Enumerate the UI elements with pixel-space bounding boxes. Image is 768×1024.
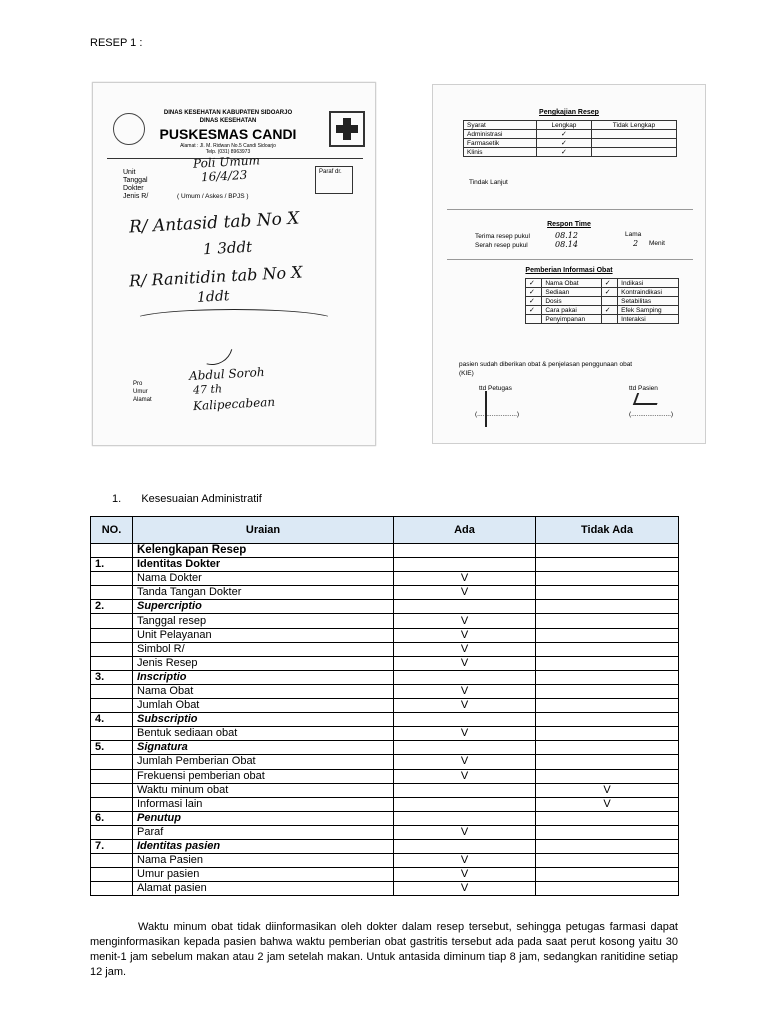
row-uraian: Informasi lain: [133, 797, 394, 811]
row-number: 3.: [91, 670, 133, 684]
row-uraian: Identitas pasien: [133, 839, 394, 853]
row-uraian: Nama Obat: [133, 684, 394, 698]
pengkajian-table: [463, 120, 677, 157]
row-ada-mark: V: [394, 755, 536, 769]
checkmark-icon: ✓: [526, 297, 542, 306]
row-number: [91, 628, 133, 642]
row-uraian: Bentuk sediaan obat: [133, 727, 394, 741]
informasi-row: [526, 288, 679, 297]
lama-value: 2: [633, 239, 639, 248]
row-ada-mark: [394, 811, 536, 825]
lama-label: Lama: [625, 231, 642, 238]
tindak-lanjut-label: Tindak Lanjut: [469, 179, 508, 186]
checkmark-icon: ✓: [526, 306, 542, 315]
row-number: [91, 642, 133, 656]
pasien-signature: [633, 393, 661, 405]
row-number: [91, 544, 133, 558]
row-uraian: Nama Dokter: [133, 572, 394, 586]
table-row: [91, 713, 679, 727]
rx-hw-patient-address: Kalipecabean: [192, 394, 276, 414]
row-tidak-ada-mark: [536, 769, 679, 783]
table-row: [91, 614, 679, 628]
header-uraian: Uraian: [133, 517, 394, 544]
row-ada-mark: V: [394, 699, 536, 713]
table-row: [91, 572, 679, 586]
table-row: [91, 854, 679, 868]
row-tidak-ada-mark: [536, 882, 679, 896]
page-heading: RESEP 1 :: [90, 37, 143, 49]
row-tidak-ada-mark: [536, 713, 679, 727]
row-tidak-ada-mark: V: [536, 783, 679, 797]
rx-hw-tanggal: 16/4/23: [200, 167, 248, 185]
table-row: [91, 544, 679, 558]
rx-label-unit: Unit: [123, 169, 136, 176]
informasi-label: Cara pakai: [542, 306, 601, 315]
pengkajian-row: [464, 148, 677, 157]
row-number: [91, 614, 133, 628]
rx-paraf-label: Paraf dr.: [319, 169, 342, 175]
informasi-label: Dosis: [542, 297, 601, 306]
row-number: [91, 699, 133, 713]
row-uraian: Subscriptio: [133, 713, 394, 727]
table-row: [91, 755, 679, 769]
checkmark-icon: [601, 315, 617, 324]
row-tidak-ada-mark: [536, 854, 679, 868]
row-ada-mark: [394, 670, 536, 684]
row-uraian: Nama Pasien: [133, 854, 394, 868]
rx-paraf-box: [315, 166, 353, 194]
prescription-scan-image: [92, 82, 376, 446]
table-row: [91, 797, 679, 811]
row-number: [91, 854, 133, 868]
row-uraian: Supercriptio: [133, 600, 394, 614]
pengkajian-syarat: Administrasi: [464, 130, 537, 139]
pengkajian-tidak: [591, 130, 676, 139]
review-form-scan-image: [432, 84, 706, 444]
ttd-pasien-label: ttd Pasien: [629, 385, 658, 392]
pengkajian-row: [464, 139, 677, 148]
row-ada-mark: V: [394, 825, 536, 839]
table-row: [91, 600, 679, 614]
header-tidak-ada: Tidak Ada: [536, 517, 679, 544]
health-cross-icon: [329, 111, 365, 147]
row-ada-mark: V: [394, 614, 536, 628]
row-ada-mark: V: [394, 586, 536, 600]
rx-hw-line3: R/ Ranitidin tab No X: [128, 262, 303, 291]
row-number: 7.: [91, 839, 133, 853]
row-number: [91, 755, 133, 769]
row-ada-mark: [394, 558, 536, 572]
row-tidak-ada-mark: [536, 628, 679, 642]
row-number: 6.: [91, 811, 133, 825]
section-heading: [112, 493, 262, 505]
review-divider: [447, 209, 693, 210]
informasi-label: Efek Samping: [618, 306, 679, 315]
table-row: [91, 642, 679, 656]
rx-hw-line2: 1 3ddt: [202, 237, 253, 259]
row-tidak-ada-mark: [536, 825, 679, 839]
row-uraian: Unit Pelayanan: [133, 628, 394, 642]
row-uraian: Jumlah Obat: [133, 699, 394, 713]
checkmark-icon: ✓: [526, 279, 542, 288]
informasi-row: [526, 297, 679, 306]
table-row: [91, 868, 679, 882]
row-number: [91, 586, 133, 600]
table-row: [91, 670, 679, 684]
row-ada-mark: V: [394, 769, 536, 783]
header-no: NO.: [91, 517, 133, 544]
explanation-paragraph: [90, 920, 678, 980]
row-tidak-ada-mark: [536, 684, 679, 698]
ttd-petugas-dots: (......................): [475, 411, 520, 418]
row-number: 1.: [91, 558, 133, 572]
table-row: [91, 727, 679, 741]
row-ada-mark: V: [394, 628, 536, 642]
table-row: [91, 839, 679, 853]
row-number: [91, 769, 133, 783]
row-number: [91, 684, 133, 698]
row-uraian: Kelengkapan Resep: [133, 544, 394, 558]
header-ada: Ada: [394, 517, 536, 544]
row-uraian: Frekuensi pemberian obat: [133, 769, 394, 783]
informasi-row: [526, 279, 679, 288]
rx-footer-umur: Umur: [133, 389, 148, 395]
row-tidak-ada-mark: [536, 670, 679, 684]
row-ada-mark: V: [394, 727, 536, 741]
rx-label-dokter: Dokter: [123, 185, 144, 192]
row-ada-mark: [394, 713, 536, 727]
pengkajian-header-row: [464, 121, 677, 130]
informasi-label: Setabilitas: [618, 297, 679, 306]
checkmark-icon: ✓: [601, 306, 617, 315]
row-ada-mark: [394, 839, 536, 853]
ttd-petugas-label: ttd Petugas: [479, 385, 512, 392]
informasi-label: Kontraindikasi: [618, 288, 679, 297]
rx-hw-unit: Poli Umum: [192, 153, 261, 171]
row-number: [91, 825, 133, 839]
informasi-obat-table: [525, 278, 679, 324]
review-divider: [447, 259, 693, 260]
pengkajian-title: Pengkajian Resep: [539, 109, 599, 116]
checkmark-icon: ✓: [536, 130, 591, 139]
row-ada-mark: [394, 741, 536, 755]
row-tidak-ada-mark: [536, 868, 679, 882]
row-number: [91, 656, 133, 670]
row-tidak-ada-mark: [536, 544, 679, 558]
row-uraian: Jenis Resep: [133, 656, 394, 670]
rx-hw-line1: R/ Antasid tab No X: [128, 208, 300, 238]
table-header-row: [91, 517, 679, 544]
pengkajian-syarat: Farmasetik: [464, 139, 537, 148]
row-tidak-ada-mark: [536, 755, 679, 769]
row-ada-mark: V: [394, 684, 536, 698]
row-ada-mark: V: [394, 868, 536, 882]
row-uraian: Inscriptio: [133, 670, 394, 684]
table-row: [91, 769, 679, 783]
checkmark-icon: [601, 297, 617, 306]
rx-footer-alamat: Alamat: [133, 397, 152, 403]
respon-time-title: Respon Time: [547, 221, 591, 228]
row-ada-mark: V: [394, 656, 536, 670]
rx-hw-line4: 1ddt: [196, 288, 230, 306]
row-tidak-ada-mark: [536, 558, 679, 572]
informasi-label: Interaksi: [618, 315, 679, 324]
row-number: [91, 797, 133, 811]
table-row: [91, 628, 679, 642]
menit-label: Menit: [649, 240, 665, 247]
row-number: [91, 727, 133, 741]
table-row: [91, 825, 679, 839]
row-tidak-ada-mark: [536, 811, 679, 825]
table-row: [91, 882, 679, 896]
section-number: 1.: [112, 493, 122, 505]
checkmark-icon: ✓: [526, 288, 542, 297]
row-number: [91, 572, 133, 586]
ttd-pasien-dots: (......................): [629, 411, 674, 418]
petugas-signature: [485, 391, 501, 427]
pengkajian-tidak: [591, 148, 676, 157]
row-uraian: Tanggal resep: [133, 614, 394, 628]
rx-header-line1: DINAS KESEHATAN KABUPATEN SIDOARJO: [163, 110, 293, 116]
informasi-row: [526, 306, 679, 315]
checkmark-icon: ✓: [536, 148, 591, 157]
terima-value: 08.12: [555, 231, 578, 240]
row-number: 5.: [91, 741, 133, 755]
pengkajian-syarat: Klinis: [464, 148, 537, 157]
checkmark-icon: [526, 315, 542, 324]
row-ada-mark: [394, 544, 536, 558]
row-uraian: Jumlah Pemberian Obat: [133, 755, 394, 769]
table-row: [91, 783, 679, 797]
row-tidak-ada-mark: [536, 839, 679, 853]
pengkajian-header-cell: Tidak Lengkap: [591, 121, 676, 130]
row-ada-mark: V: [394, 882, 536, 896]
kie-line2: (KIE): [459, 370, 474, 377]
explanation-text: Waktu minum obat tidak diinformasikan oleh dokter dalam resep tersebut, sehingga petugas farmasi dapat menginformasikan kepada pasien bahwa waktu pemberian obat gastritis tersebut ada pada saat perut kosong yaitu 30 menit-1 jam sebelum makan atau 2 jam setelah makan. Untuk antasida diminum tiap 8 jam, sedangkan ranitidine setiap 12 jam.: [90, 921, 678, 978]
table-row: [91, 699, 679, 713]
informasi-label: Sediaan: [542, 288, 601, 297]
rx-footer-pro: Pro: [133, 381, 143, 387]
table-row: [91, 811, 679, 825]
informasi-obat-title: Pemberian Informasi Obat: [525, 267, 613, 274]
terima-label: Terima resep pukul: [475, 233, 530, 240]
section-title: Kesesuaian Administratif: [141, 493, 262, 505]
row-tidak-ada-mark: [536, 727, 679, 741]
serah-label: Serah resep pukul: [475, 242, 528, 249]
row-number: [91, 882, 133, 896]
pengkajian-tidak: [591, 139, 676, 148]
row-tidak-ada-mark: [536, 600, 679, 614]
rx-address: Alamat : Jl. M. Ridwan No.5 Candi Sidoarjo: [180, 143, 276, 149]
row-uraian: Umur pasien: [133, 868, 394, 882]
pengkajian-header-cell: Lengkap: [536, 121, 591, 130]
table-row: [91, 586, 679, 600]
row-tidak-ada-mark: [536, 699, 679, 713]
row-tidak-ada-mark: [536, 572, 679, 586]
row-number: 4.: [91, 713, 133, 727]
table-row: [91, 741, 679, 755]
rx-jenis-value: ( Umum / Askes / BPJS ): [177, 193, 249, 200]
kesesuaian-administratif-table: [90, 516, 678, 896]
row-uraian: Signatura: [133, 741, 394, 755]
row-ada-mark: V: [394, 854, 536, 868]
rx-closing-stroke: [133, 309, 335, 331]
rx-hw-patient-age: 47 th: [192, 382, 223, 397]
pengkajian-row: [464, 130, 677, 139]
row-tidak-ada-mark: [536, 642, 679, 656]
informasi-row: [526, 315, 679, 324]
row-uraian: Paraf: [133, 825, 394, 839]
rx-phone: Telp. (031) 8963973: [205, 149, 251, 155]
row-number: 2.: [91, 600, 133, 614]
informasi-label: Penyimpanan: [542, 315, 601, 324]
row-uraian: Identitas Dokter: [133, 558, 394, 572]
row-tidak-ada-mark: [536, 614, 679, 628]
rx-label-jenis: Jenis R/: [123, 193, 149, 200]
row-uraian: Simbol R/: [133, 642, 394, 656]
row-number: [91, 783, 133, 797]
row-ada-mark: [394, 600, 536, 614]
row-ada-mark: V: [394, 572, 536, 586]
pengkajian-header-cell: Syarat: [464, 121, 537, 130]
row-tidak-ada-mark: V: [536, 797, 679, 811]
serah-value: 08.14: [555, 240, 578, 249]
row-uraian: Tanda Tangan Dokter: [133, 586, 394, 600]
row-tidak-ada-mark: [536, 656, 679, 670]
kie-line1: pasien sudah diberikan obat & penjelasan penggunaan obat: [459, 361, 633, 368]
rx-hw-patient-name: Abdul Soroh: [188, 365, 265, 383]
checkmark-icon: ✓: [536, 139, 591, 148]
row-ada-mark: V: [394, 642, 536, 656]
row-uraian: Waktu minum obat: [133, 783, 394, 797]
row-uraian: Penutup: [133, 811, 394, 825]
rx-label-tanggal: Tanggal: [123, 177, 148, 184]
informasi-label: Nama Obat: [542, 279, 601, 288]
row-ada-mark: [394, 797, 536, 811]
table-row: [91, 684, 679, 698]
table-row: [91, 656, 679, 670]
rx-header-line2: DINAS KESEHATAN: [199, 118, 257, 124]
rx-clinic-name: PUSKESMAS CANDI: [159, 126, 297, 142]
row-tidak-ada-mark: [536, 586, 679, 600]
table-row: [91, 558, 679, 572]
checkmark-icon: ✓: [601, 288, 617, 297]
checkmark-icon: ✓: [601, 279, 617, 288]
row-ada-mark: [394, 783, 536, 797]
informasi-label: Indikasi: [618, 279, 679, 288]
row-tidak-ada-mark: [536, 741, 679, 755]
row-number: [91, 868, 133, 882]
row-uraian: Alamat pasien: [133, 882, 394, 896]
